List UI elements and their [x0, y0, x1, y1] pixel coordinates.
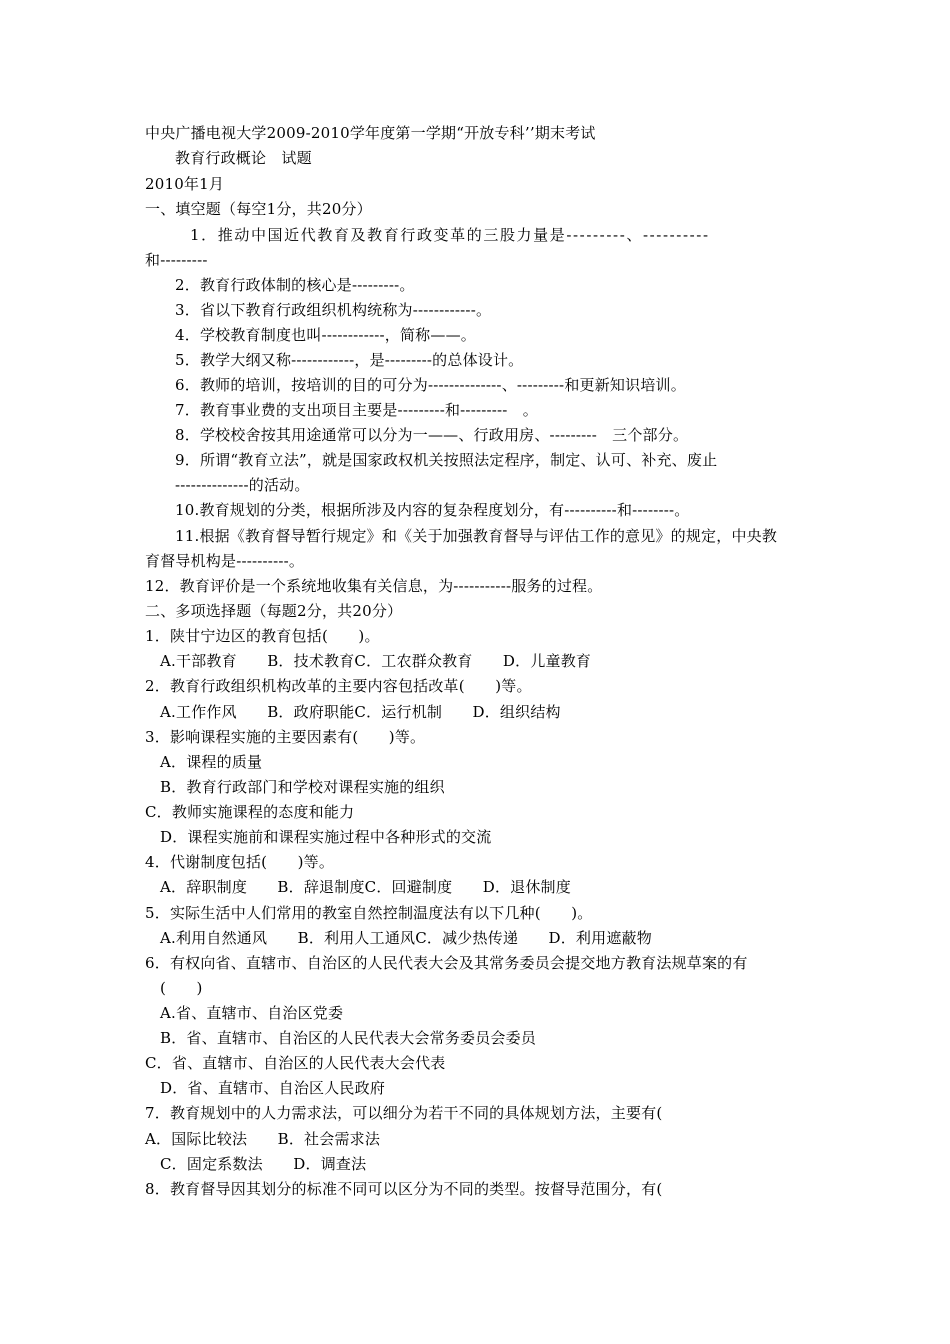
exam-title: 中央广播电视大学2009-2010学年度第一学期“开放专科’’期末考试 — [145, 124, 596, 142]
multi-choice-q6: 6．有权向省、直辖市、自治区的人民代表大会及其常务委员会提交地方教育法规草案的有 — [145, 954, 748, 972]
fill-blank-q2: 2．教育行政体制的核心是---------。 — [175, 276, 415, 294]
fill-blank-q9-cont: --------------的活动。 — [175, 476, 310, 494]
fill-blank-q1-cont: 和--------- — [145, 251, 208, 269]
multi-choice-q3: 3．影响课程实施的主要因素有( )等。 — [145, 728, 426, 746]
exam-date: 2010年1月 — [145, 175, 225, 193]
multi-choice-q7-options-cd: C．固定系数法 D．调查法 — [160, 1155, 367, 1173]
fill-blank-q11: 11.根据《教育督导暂行规定》和《关于加强教育督导与评估工作的意见》的规定，中央教 — [175, 527, 778, 545]
multi-choice-q2: 2．教育行政组织机构改革的主要内容包括改革( )等。 — [145, 677, 532, 695]
multi-choice-q4: 4．代谢制度包括( )等。 — [145, 853, 335, 871]
fill-blank-q3: 3．省以下教育行政组织机构统称为------------。 — [175, 301, 492, 319]
fill-blank-q8: 8．学校校舍按其用途通常可以分为一——、行政用房、--------- 三个部分。 — [175, 426, 689, 444]
multi-choice-q1-options: A.干部教育 B．技术教育C．工农群众教育 D．儿童教育 — [160, 652, 592, 670]
multi-choice-q1: 1．陕甘宁边区的教育包括( )。 — [145, 627, 380, 645]
multi-choice-q5: 5．实际生活中人们常用的教室自然控制温度法有以下几种( )。 — [145, 904, 593, 922]
multi-choice-q3-option-b: B．教育行政部门和学校对课程实施的组织 — [160, 778, 445, 796]
fill-blank-q6: 6．教师的培训，按培训的目的可分为--------------、---------和更新知识培训。 — [175, 376, 686, 394]
fill-blank-q5: 5．教学大纲又称------------，是---------的总体设计。 — [175, 351, 524, 369]
section-multi-choice-heading: 二、多项选择题（每题2分，共20分） — [145, 602, 403, 620]
exam-subject: 教育行政概论 试题 — [175, 149, 312, 167]
multi-choice-q2-options: A.工作作风 B．政府职能C．运行机制 D．组织结构 — [160, 703, 561, 721]
multi-choice-q5-options: A.利用自然通风 B．利用人工通风C．减少热传递 D．利用遮蔽物 — [160, 929, 652, 947]
section-fill-blank-heading: 一、填空题（每空1分，共20分） — [145, 200, 372, 218]
fill-blank-q9: 9．所谓“教育立法”，就是国家政权机关按照法定程序，制定、认可、补充、废止 — [175, 451, 718, 469]
multi-choice-q6-option-c: C．省、直辖市、自治区的人民代表大会代表 — [145, 1054, 446, 1072]
multi-choice-q7-options-ab: A．国际比较法 B．社会需求法 — [145, 1130, 381, 1148]
multi-choice-q3-option-a: A．课程的质量 — [160, 753, 263, 771]
multi-choice-q6-option-d: D．省、直辖市、自治区人民政府 — [160, 1079, 386, 1097]
multi-choice-q7: 7．教育规划中的人力需求法，可以细分为若干不同的具体规划方法，主要有( — [145, 1104, 663, 1122]
multi-choice-q8: 8．教育督导因其划分的标准不同可以区分为不同的类型。按督导范围分，有( — [145, 1180, 663, 1198]
fill-blank-q11-cont: 育督导机构是----------。 — [145, 552, 305, 570]
fill-blank-q4: 4．学校教育制度也叫------------，简称——。 — [175, 326, 476, 344]
multi-choice-q3-option-d: D．课程实施前和课程实施过程中各种形式的交流 — [160, 828, 492, 846]
multi-choice-q6-option-b: B．省、直辖市、自治区的人民代表大会常务委员会委员 — [160, 1029, 537, 1047]
fill-blank-q10: 10.教育规划的分类，根据所涉及内容的复杂程度划分，有----------和--------。 — [175, 501, 690, 519]
fill-blank-q7: 7．教育事业费的支出项目主要是---------和--------- 。 — [175, 401, 538, 419]
multi-choice-q3-option-c: C．教师实施课程的态度和能力 — [145, 803, 355, 821]
fill-blank-q1: 1．推动中国近代教育及教育行政变革的三股力量是---------、---------- — [190, 226, 710, 244]
multi-choice-q4-options: A．辞职制度 B．辞退制度C．回避制度 D．退休制度 — [160, 878, 571, 896]
fill-blank-q12: 12．教育评价是一个系统地收集有关信息，为-----------服务的过程。 — [145, 577, 603, 595]
multi-choice-q6-cont: ( ) — [160, 979, 203, 997]
multi-choice-q6-option-a: A.省、直辖市、自治区党委 — [160, 1004, 344, 1022]
